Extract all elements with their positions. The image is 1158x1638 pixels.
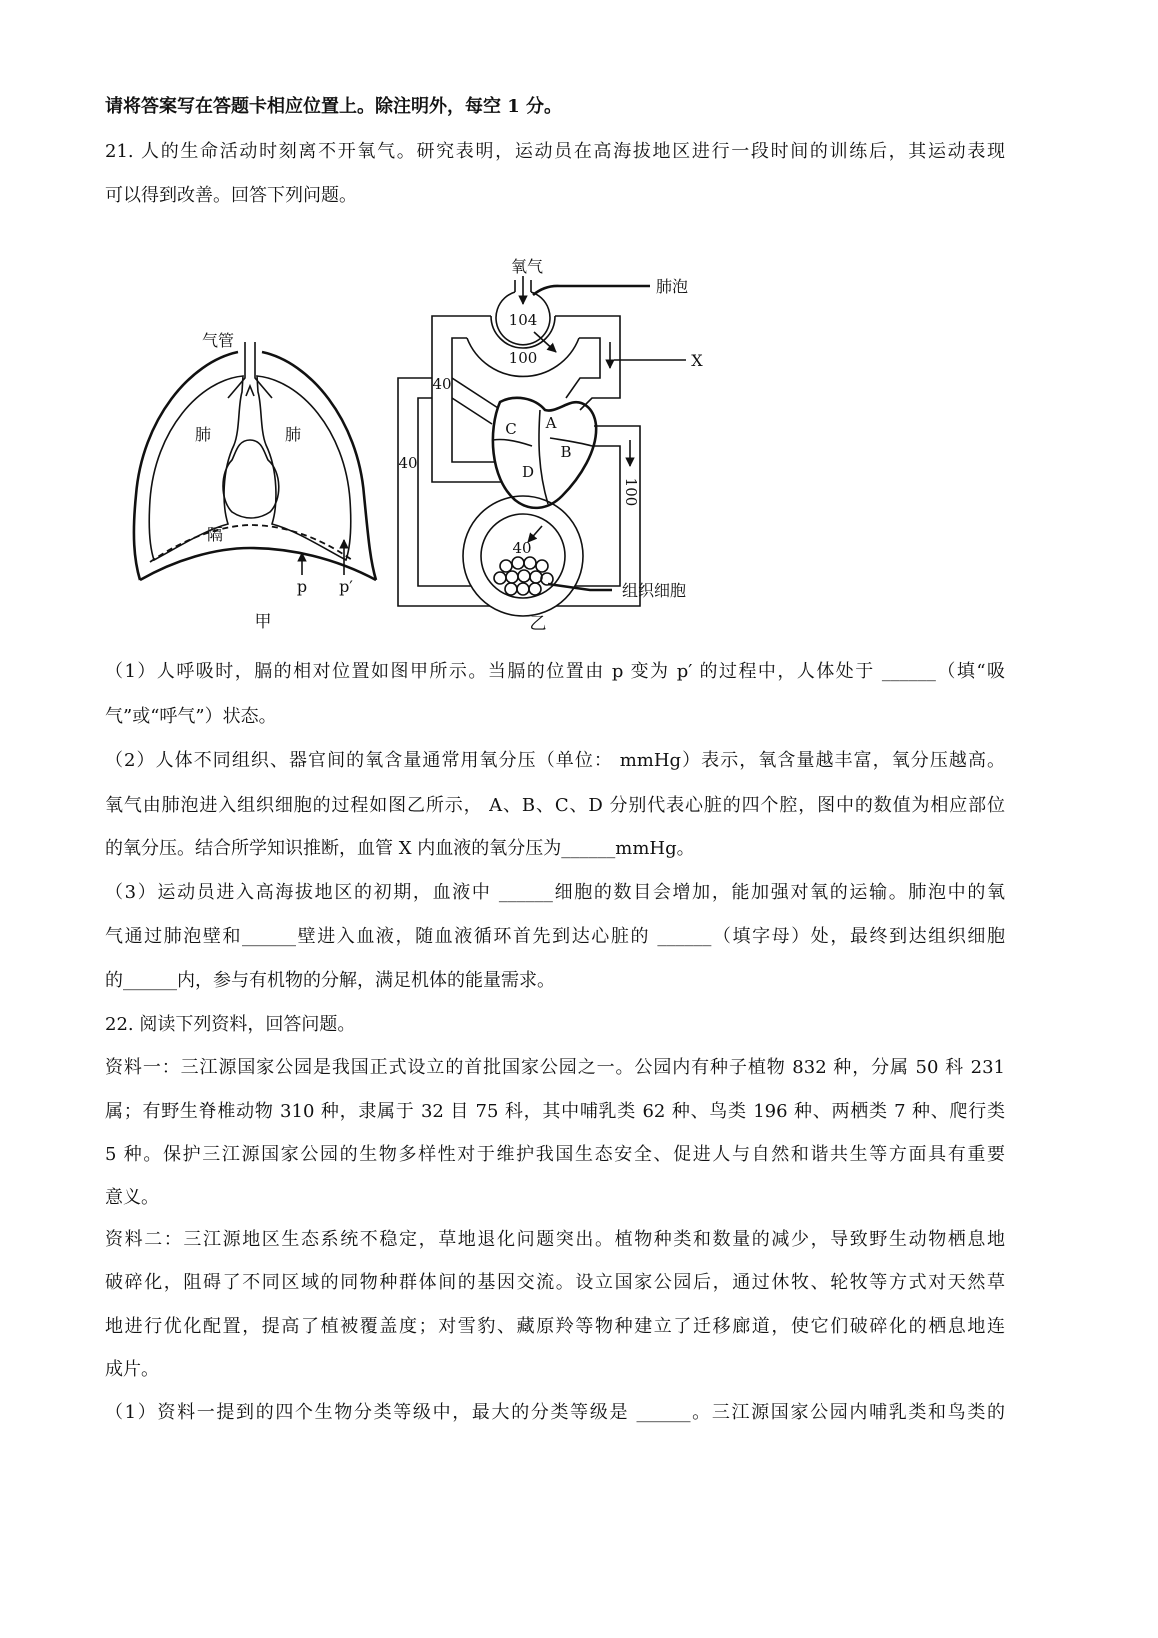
q21-stem-line: 可以得到改善。回答下列问题。 [105,185,357,206]
q22-material1-line: 属；有野生脊椎动物 310 种，隶属于 32 目 75 科，其中哺乳类 62 种、鸟类 196 种、两栖类 7 种、爬行类 [105,1101,1005,1122]
tissue-cell [506,571,518,583]
q21-part2-line: 氧气由肺泡进入组织细胞的过程如图乙所示， A、B、C、D 分别代表心脏的四个腔，图中的数值为相应部位 [105,795,1005,816]
trachea [228,342,272,398]
q22-material1-line: 意义。 [105,1187,159,1208]
q21-stem-line: 21. 人的生命活动时刻离不开氧气。研究表明，运动员在高海拔地区进行一段时间的训练后，其运动表现 [105,141,1005,162]
alveolus-po2: 104 [508,311,538,329]
capillary-po2: 100 [508,349,538,367]
chamber-b-label: B [560,443,572,461]
vena-cava-po2: 40 [398,454,418,472]
right-lung-label: 肺 [284,425,302,444]
tissue-cell [518,570,530,582]
vena-cava [398,378,498,606]
tissue-cell [494,572,506,584]
q22-material2-line: 资料二：三江源地区生态系统不稳定，草地退化问题突出。植物种类和数量的减少，导致野生动物栖息地 [105,1229,1005,1250]
vessel-x-label: X [691,351,703,370]
q21-part2-line: （2）人体不同组织、器官间的氧含量通常用氧分压（单位： mmHg）表示，氧含量越丰富，氧分压越高。 [105,750,1005,771]
q22-stem-line: 22. 阅读下列资料，回答问题。 [105,1014,356,1035]
tissue-cell [524,557,536,569]
chamber-d-label: D [521,463,535,481]
chamber-a-label: A [545,414,557,432]
q21-part1-line: 气”或“呼气”）状态。 [105,706,277,727]
pulmonary-artery [432,316,502,482]
tissue-cell [530,571,542,583]
pulmonary-artery-po2: 40 [432,375,452,393]
q21-part2-line: 的氧分压。结合所学知识推断，血管 X 内血液的氧分压为______mmHg。 [105,838,695,859]
right-lung [257,376,351,560]
tissue-cell [529,583,541,595]
tissue-po2: 40 [512,539,532,557]
alveolus-label: 肺泡 [655,277,689,296]
trachea-label: 气管 [201,331,235,350]
tissue-cells [494,557,553,595]
q22-material2-line: 成片。 [105,1359,159,1380]
q21-part1-line: （1）人呼吸时，膈的相对位置如图甲所示。当膈的位置由 p 变为 p′ 的过程中，人体处于 ______（填“吸 [105,661,1005,682]
left-lung [149,376,243,560]
figure-yi-caption: 乙 [529,614,547,634]
answer-instruction: 请将答案写在答题卡相应位置上。除注明外，每空 1 分。 [105,96,563,117]
oxygen-label: 氧气 [510,257,544,276]
tissue-cell [517,583,529,595]
tissue-cells-label: 组织细胞 [621,581,687,600]
figure-jia-caption: 甲 [254,612,272,632]
q22-material1-line: 资料一：三江源国家公园是我国正式设立的首批国家公园之一。公园内有种子植物 832 种，分属 50 科 231 [105,1057,1005,1078]
tissue-cell [500,560,512,572]
aorta-po2: 100 [622,477,640,507]
alveolus-pointer [533,286,650,295]
figure [0,240,1158,640]
heart-valve-right [493,439,532,446]
tissue-cell [512,557,524,569]
q22-part1-line: （1）资料一提到的四个生物分类等级中，最大的分类等级是 ______。三江源国家公园内哺乳类和鸟类的 [105,1402,1005,1423]
q22-material1-line: 5 种。保护三江源国家公园的生物多样性对于维护我国生态安全、促进人与自然和谐共生等方面具有重要 [105,1144,1005,1165]
q21-part3-line: 气通过肺泡壁和______壁进入血液，随血液循环首先到达心脏的 ______（填字母）处，最终到达组织细胞 [105,926,1005,947]
diaphragm-label: 隔 [206,525,224,544]
tissue-cell [505,583,517,595]
q21-part3-line: （3）运动员进入高海拔地区的初期，血液中 ______细胞的数目会增加，能加强对氧的运输。肺泡中的氧 [105,882,1005,903]
figure-jia [134,331,376,632]
left-lung-label: 肺 [194,425,212,444]
q22-material2-line: 破碎化，阻碍了不同区域的同物种群体间的基因交流。设立国家公园后，通过休牧、轮牧等方式对天然草 [105,1272,1005,1293]
diaphragm-position-p-prime [150,525,352,562]
thorax-left-wall [134,352,238,580]
q22-material2-line: 地进行优化配置，提高了植被覆盖度；对雪豹、藏原羚等物种建立了迁移廊道，使它们破碎化的栖息地连 [105,1316,1005,1337]
figure-yi [398,257,703,634]
tissue-cells-pointer [548,584,612,590]
chamber-c-label: C [505,420,517,438]
p-label: p [296,577,308,596]
tissue-cell [536,560,548,572]
q21-part3-line: 的______内，参与有机物的分解，满足机体的能量需求。 [105,970,555,991]
p-prime-label: p′ [339,577,353,596]
